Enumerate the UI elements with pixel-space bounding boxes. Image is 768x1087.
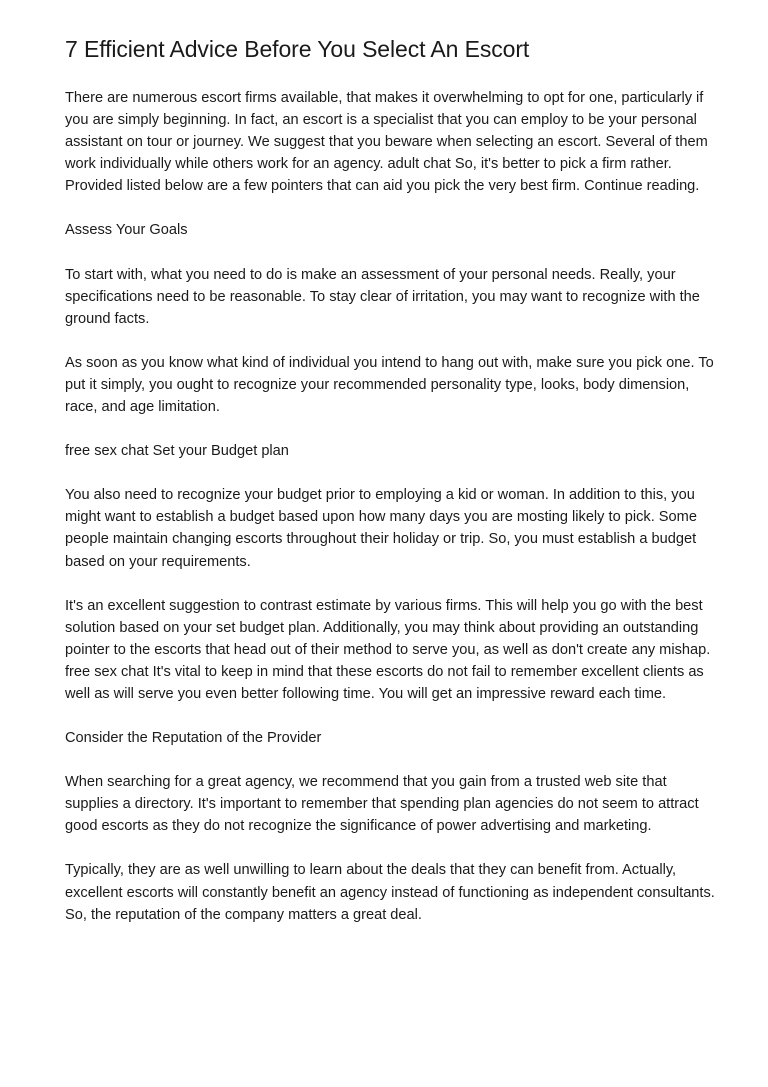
paragraph-reputation-1: When searching for a great agency, we recommend that you gain from a trusted web site that supplies a directory. It's important to remember that spending plan agencies do not seem to attract good escorts as they do not recognize the significance of power advertising and marketing. — [65, 774, 699, 835]
section-heading-assess-goals: Assess Your Goals — [65, 222, 188, 239]
paragraph-reputation-2: Typically, they are as well unwilling to learn about the deals that they can benefit from. Actually, excellent escorts will constantly benefit an agency instead of functioning as independent consultants. So, the reputation of the company matters a great deal. — [65, 862, 715, 923]
section-heading-budget: free sex chat Set your Budget plan — [65, 443, 289, 460]
paragraph-budget-2: It's an excellent suggestion to contrast estimate by various firms. This will help you go with the best solution based on your set budget plan. Additionally, you may think about providing an outstanding pointer to the escorts that head out of their method to serve you, as well as don't create any mishap. free sex chat It's vital to keep in mind that these escorts do not fail to remember excellent clients as well as will serve you even better following time. You will get an impressive reward each time. — [65, 597, 711, 702]
paragraph-budget-1: You also need to recognize your budget prior to employing a kid or woman. In addition to this, you might want to establish a budget based upon how many days you are mosting likely to pick. Some people maintain changing escorts throughout their holiday or trip. So, you must establish a budget based on your requirements. — [65, 487, 697, 570]
document-title: 7 Efficient Advice Before You Select An Escort — [65, 36, 530, 62]
document-page — [65, 34, 715, 948]
paragraph-intro: There are numerous escort firms available, that makes it overwhelming to opt for one, particularly if you are simply beginning. In fact, an escort is a specialist that you can employ to be your personal assistant on tour or journey. We suggest that you beware when selecting an escort. Several of them work individually while others work for an agency. adult chat So, it's better to pick a firm rather. Provided listed below are a few pointers that can aid you pick the very best firm. Continue reading. — [65, 90, 708, 195]
paragraph-assess-2: As soon as you know what kind of individual you intend to hang out with, make sure you pick one. To put it simply, you ought to recognize your recommended personality type, looks, body dimension, race, and age limitation. — [65, 354, 714, 416]
section-heading-reputation: Consider the Reputation of the Provider — [65, 730, 322, 747]
paragraph-assess-1: To start with, what you need to do is make an assessment of your personal needs. Really, your specifications need to be reasonable. To stay clear of irritation, you may want to recognize with the ground facts. — [65, 266, 700, 327]
